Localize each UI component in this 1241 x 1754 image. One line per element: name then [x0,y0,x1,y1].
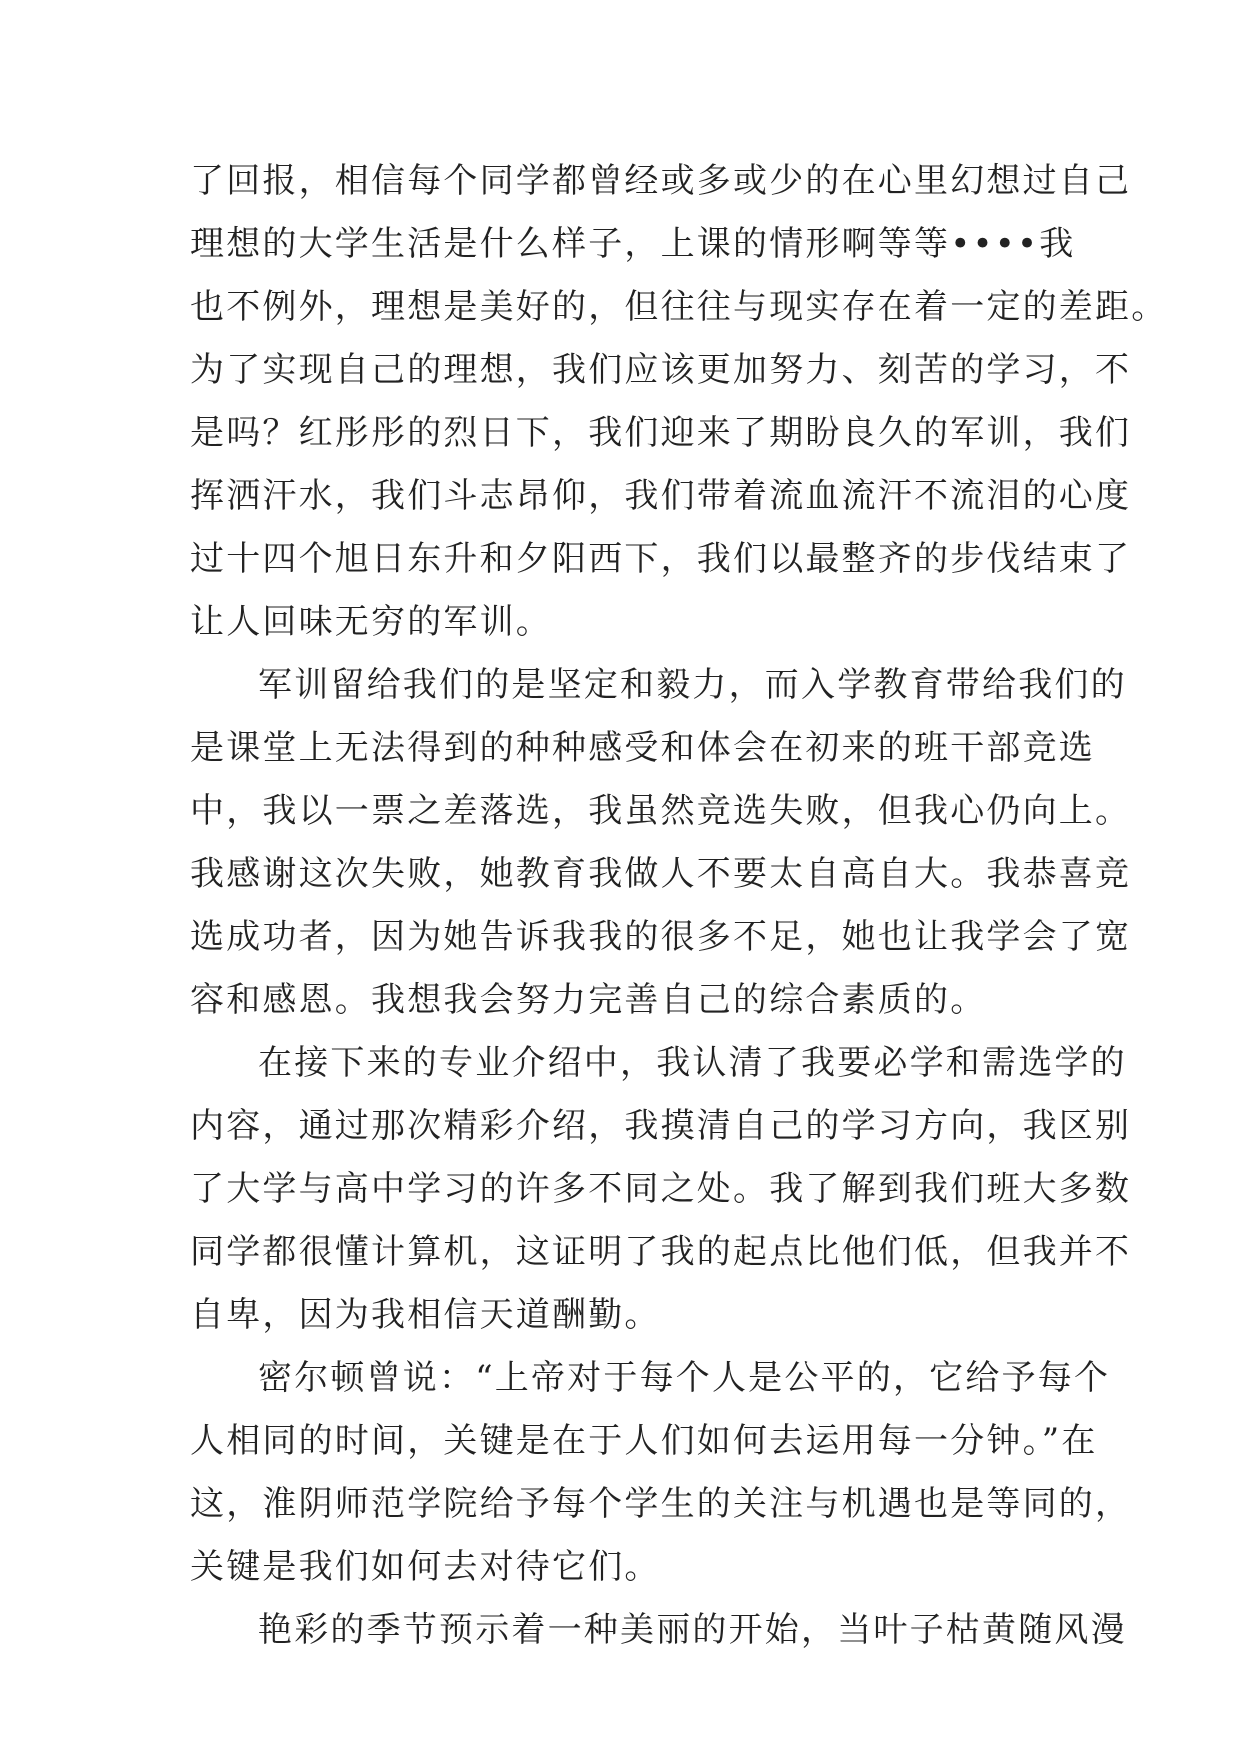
text-line: 过十四个旭日东升和夕阳西下，我们以最整齐的步伐结束了 [190,539,1132,579]
text-line: 同学都很懂计算机，这证明了我的起点比他们低，但我并不 [190,1232,1132,1272]
text-line: 自卑，因为我相信天道酬勤。 [190,1295,661,1335]
paragraph-start-line: 在接下来的专业介绍中，我认清了我要必学和需选学的 [258,1043,1127,1083]
paragraph-start-line: 军训留给我们的是坚定和毅力，而入学教育带给我们的 [258,665,1127,705]
paragraph-start-line: 密尔顿曾说：“上帝对于每个人是公平的，它给予每个 [258,1358,1111,1398]
text-line: 是吗？红彤彤的烈日下，我们迎来了期盼良久的军训，我们 [190,413,1132,453]
text-line: 让人回味无穷的军训。 [190,602,552,642]
text-line: 挥洒汗水，我们斗志昂仰，我们带着流血流汗不流泪的心度 [190,476,1132,516]
paragraph-start-line: 艳彩的季节预示着一种美丽的开始，当叶子枯黄随风漫 [258,1610,1127,1650]
text-line: 人相同的时间，关键是在于人们如何去运用每一分钟。”在 [190,1421,1098,1461]
text-line: 我感谢这次失败，她教育我做人不要太自高自大。我恭喜竞 [190,854,1132,894]
text-line: 这，淮阴师范学院给予每个学生的关注与机遇也是等同的， [190,1484,1132,1524]
text-line: 理想的大学生活是什么样子，上课的情形啊等等••••我 [190,224,1076,264]
text-line: 中，我以一票之差落选，我虽然竞选失败，但我心仍向上。 [190,791,1132,831]
text-line: 选成功者，因为她告诉我我的很多不足，她也让我学会了宽 [190,917,1132,957]
text-line: 了回报，相信每个同学都曾经或多或少的在心里幻想过自己 [190,161,1132,201]
text-line: 内容，通过那次精彩介绍，我摸清自己的学习方向，我区别 [190,1106,1132,1146]
text-line: 关键是我们如何去对待它们。 [190,1547,661,1587]
body-text [190,150,1168,1662]
text-line: 为了实现自己的理想，我们应该更加努力、刻苦的学习，不 [190,350,1132,390]
text-line: 是课堂上无法得到的种种感受和体会在初来的班干部竞选 [190,728,1095,768]
text-line: 了大学与高中学习的许多不同之处。我了解到我们班大多数 [190,1169,1132,1209]
text-line: 也不例外，理想是美好的，但往往与现实存在着一定的差距。 [190,287,1168,327]
text-line: 容和感恩。我想我会努力完善自己的综合素质的。 [190,980,987,1020]
